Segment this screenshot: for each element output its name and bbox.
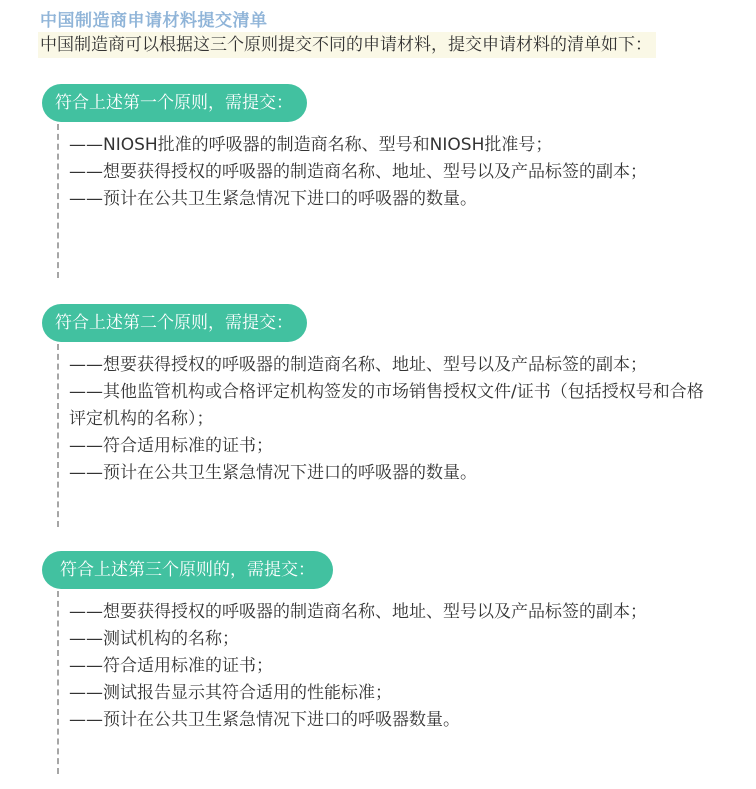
list-item: ——符合适用标准的证书；	[69, 436, 273, 456]
dashed-timeline	[57, 591, 59, 774]
list-item: ——想要获得授权的呼吸器的制造商名称、地址、型号以及产品标签的副本；	[69, 602, 647, 622]
dashed-timeline	[57, 124, 59, 278]
intro-text: 中国制造商可以根据这三个原则提交不同的申请材料，提交申请材料的清单如下：	[38, 32, 656, 58]
list-item: ——符合适用标准的证书；	[69, 656, 273, 676]
list-item: ——预计在公共卫生紧急情况下进口的呼吸器数量。	[69, 710, 460, 730]
list-item: ——测试报告显示其符合适用的性能标准；	[69, 683, 392, 703]
requirement-list	[69, 599, 709, 734]
requirement-list	[69, 132, 709, 213]
section-heading-pill: 符合上述第一个原则，需提交：	[42, 84, 307, 122]
list-item: ——测试机构的名称；	[69, 629, 239, 649]
list-item: ——预计在公共卫生紧急情况下进口的呼吸器的数量。	[69, 463, 477, 483]
section-heading-pill: 符合上述第三个原则的，需提交：	[42, 551, 333, 589]
list-item: ——想要获得授权的呼吸器的制造商名称、地址、型号以及产品标签的副本；	[69, 162, 647, 182]
list-item: ——想要获得授权的呼吸器的制造商名称、地址、型号以及产品标签的副本；	[69, 355, 647, 375]
page-title: 中国制造商申请材料提交清单	[40, 11, 268, 31]
requirement-list	[69, 352, 709, 487]
list-item: ——预计在公共卫生紧急情况下进口的呼吸器的数量。	[69, 189, 477, 209]
section-heading-pill: 符合上述第二个原则，需提交：	[42, 304, 307, 342]
list-item: ——NIOSH批准的呼吸器的制造商名称、型号和NIOSH批准号；	[69, 135, 553, 155]
dashed-timeline	[57, 344, 59, 527]
list-item: ——其他监管机构或合格评定机构签发的市场销售授权文件/证书（包括授权号和合格评定机构的名称）；	[69, 382, 704, 429]
